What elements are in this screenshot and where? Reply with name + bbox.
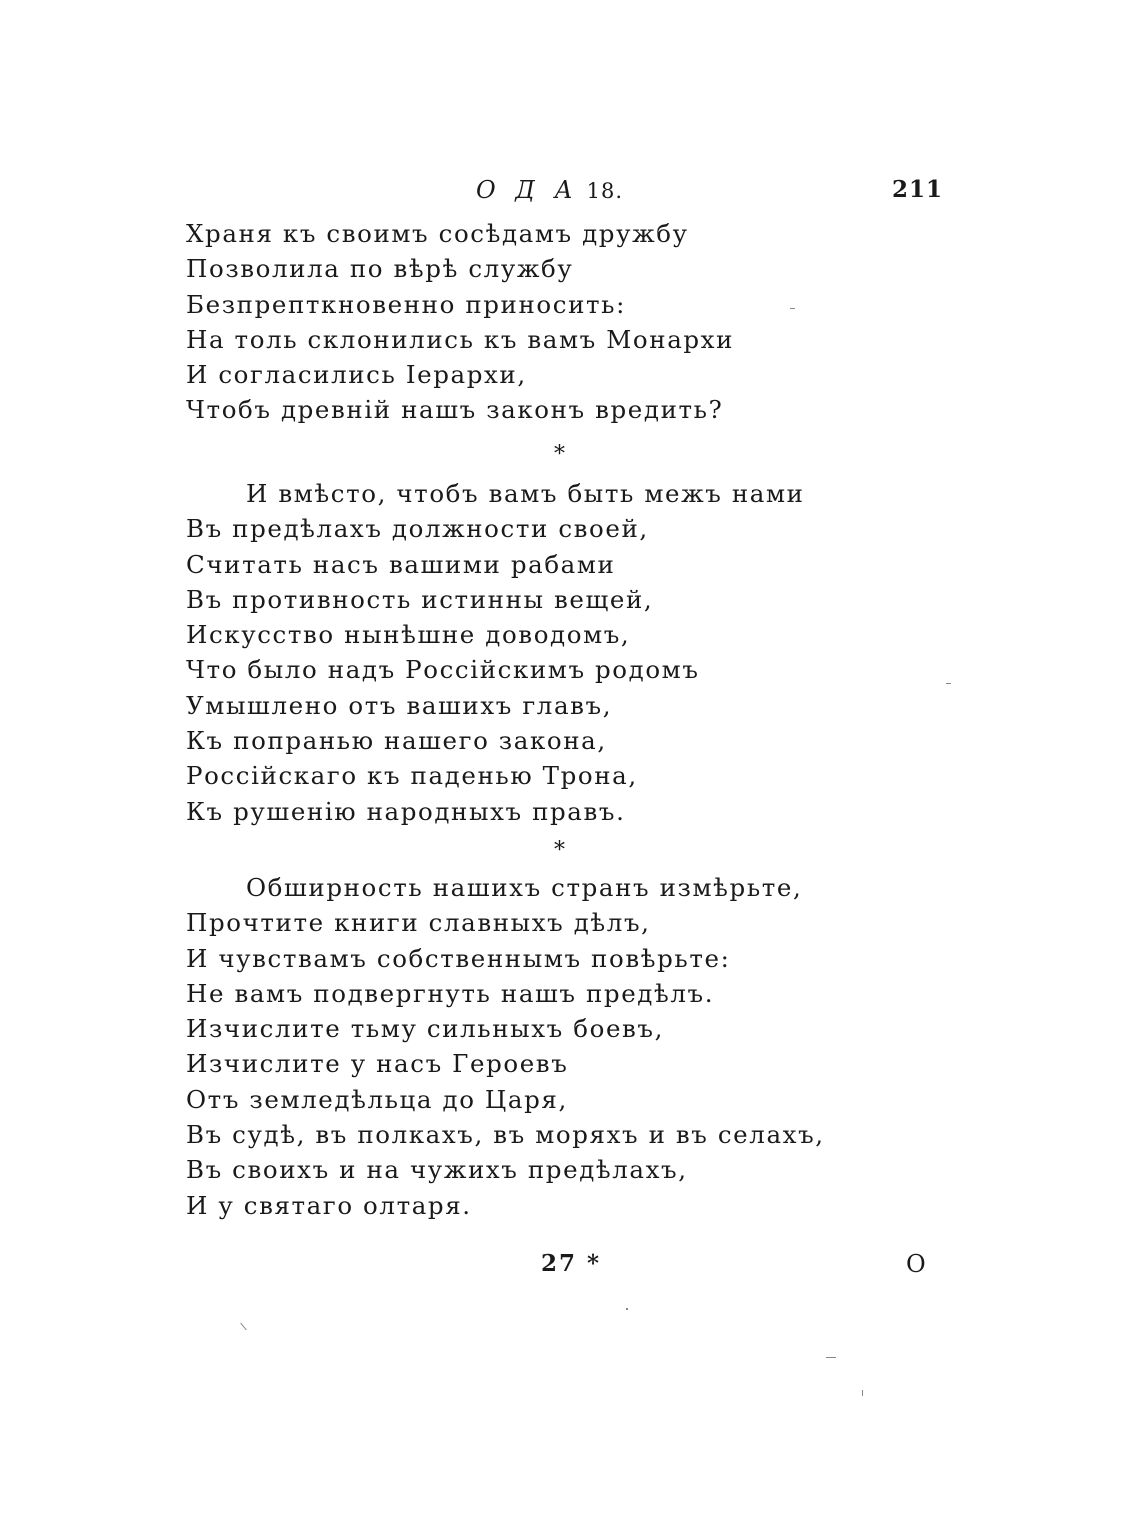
- verse-line: Отъ земледѣльца до Царя,: [186, 1084, 568, 1114]
- stanza-separator: *: [554, 838, 565, 863]
- signature-mark: 27 *: [541, 1250, 602, 1277]
- verse-line: Обширность нашихъ странъ измѣрьте,: [246, 873, 803, 902]
- verse-line: На толь склонились къ вамъ Монархи: [186, 324, 735, 354]
- verse-line: Чтобъ древній нашъ законъ вредить?: [186, 395, 724, 425]
- scan-speck: [826, 1357, 836, 1358]
- verse-line: Къ попранью нашего закона,: [186, 726, 607, 756]
- stanza-separator: *: [554, 442, 565, 467]
- verse-line: Считать насъ вашими рабами: [186, 549, 616, 579]
- verse-line: Въ своихъ и на чужихъ предѣлахъ,: [186, 1155, 688, 1185]
- verse-line: Храня къ своимъ сосѣдамъ дружбу: [186, 219, 689, 248]
- scan-speck: [862, 1390, 863, 1396]
- stanza-2: [186, 476, 826, 829]
- verse-line: Къ рушенію народныхъ правъ.: [186, 796, 626, 826]
- running-title-text: О Д А: [476, 176, 579, 204]
- scan-speck: [946, 683, 951, 684]
- verse-line: Изчислите у насъ Героевъ: [186, 1049, 569, 1079]
- verse-line: Въ судѣ, въ полкахъ, въ моряхъ и въ селахъ,: [186, 1120, 825, 1150]
- catchword: О: [906, 1250, 926, 1278]
- verse-line: Искусство нынѣшне доводомъ,: [186, 620, 631, 650]
- verse-line: Безпрепткновенно приносить:: [186, 289, 626, 319]
- verse-line: Прочтите книги славныхъ дѣлъ,: [186, 908, 651, 938]
- scan-speck: [626, 1308, 628, 1310]
- verse-line: Россійскаго къ паденью Трона,: [186, 761, 638, 791]
- scan-speck: [790, 308, 795, 309]
- stanza-1: [186, 216, 826, 428]
- verse-line: Позволила по вѣрѣ службу: [186, 254, 574, 284]
- verse-line: Не вамъ подвергнуть нашъ предѣлъ.: [186, 978, 715, 1008]
- verse-line: И у святаго олтаря.: [186, 1190, 472, 1220]
- verse-line: И согласились Іерархи,: [186, 360, 527, 390]
- page-number: 211: [892, 176, 944, 203]
- verse-line: И чувствамъ собственнымъ повѣрьте:: [186, 943, 731, 973]
- verse-line: Изчислите тьму сильныхъ боевъ,: [186, 1014, 665, 1044]
- verse-line: Что было надъ Россійскимъ родомъ: [186, 655, 700, 685]
- stanza-3: [186, 870, 826, 1223]
- verse-line: И вмѣсто, чтобъ вамъ быть межъ нами: [246, 479, 805, 508]
- verse-line: Умышлено отъ вашихъ главъ,: [186, 690, 613, 720]
- running-title: [476, 176, 623, 204]
- scan-speck: [240, 1323, 247, 1331]
- ode-number: 18.: [586, 179, 624, 203]
- verse-line: Въ противность истинны вещей,: [186, 584, 654, 614]
- verse-line: Въ предѣлахъ должности своей,: [186, 514, 649, 544]
